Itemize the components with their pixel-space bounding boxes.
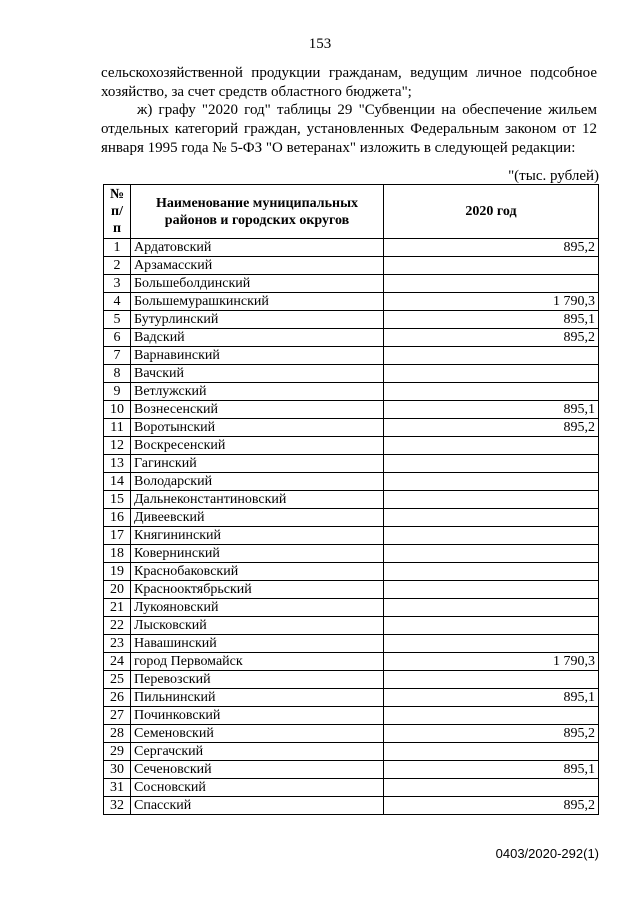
row-number: 4 <box>104 293 131 311</box>
row-name: Воротынский <box>131 419 384 437</box>
row-number: 29 <box>104 743 131 761</box>
row-value <box>384 635 599 653</box>
table-row <box>104 491 599 509</box>
row-number: 32 <box>104 797 131 815</box>
row-number: 22 <box>104 617 131 635</box>
row-name: Починковский <box>131 707 384 725</box>
row-number: 12 <box>104 437 131 455</box>
table-row <box>104 509 599 527</box>
row-value <box>384 581 599 599</box>
row-name: Навашинский <box>131 635 384 653</box>
document-code: 0403/2020-292(1) <box>495 846 599 861</box>
table-row <box>104 761 599 779</box>
row-name: Володарский <box>131 473 384 491</box>
row-name: Бутурлинский <box>131 311 384 329</box>
row-value <box>384 779 599 797</box>
row-value <box>384 509 599 527</box>
row-number: 19 <box>104 563 131 581</box>
row-name: Пильнинский <box>131 689 384 707</box>
table-row <box>104 347 599 365</box>
row-value: 895,2 <box>384 797 599 815</box>
row-value: 895,1 <box>384 689 599 707</box>
row-name: город Первомайск <box>131 653 384 671</box>
table-row <box>104 797 599 815</box>
table-row <box>104 239 599 257</box>
row-name: Ковернинский <box>131 545 384 563</box>
unit-label: "(тыс. рублей) <box>508 168 599 184</box>
row-name: Варнавинский <box>131 347 384 365</box>
table-row <box>104 671 599 689</box>
row-name: Спасский <box>131 797 384 815</box>
row-name: Краснобаковский <box>131 563 384 581</box>
paragraph-continuation: сельскохозяйственной продукции гражданам, ведущим личное подсобное хозяйство, за счет средств областного бюджета"; <box>101 65 597 100</box>
row-value: 895,2 <box>384 329 599 347</box>
row-name: Сосновский <box>131 779 384 797</box>
table-row <box>104 293 599 311</box>
table-row <box>104 527 599 545</box>
row-name: Ветлужский <box>131 383 384 401</box>
row-value <box>384 257 599 275</box>
row-number: 20 <box>104 581 131 599</box>
row-value: 895,2 <box>384 725 599 743</box>
row-number: 7 <box>104 347 131 365</box>
table-row <box>104 419 599 437</box>
row-name: Большеболдинский <box>131 275 384 293</box>
table-row <box>104 617 599 635</box>
row-number: 8 <box>104 365 131 383</box>
row-name: Дивеевский <box>131 509 384 527</box>
row-name: Арзамасский <box>131 257 384 275</box>
row-name: Лысковский <box>131 617 384 635</box>
table-row <box>104 689 599 707</box>
row-number: 13 <box>104 455 131 473</box>
table-row <box>104 779 599 797</box>
table-header-row <box>104 185 599 239</box>
subvention-table <box>103 184 599 815</box>
row-number: 5 <box>104 311 131 329</box>
row-value <box>384 275 599 293</box>
row-number: 3 <box>104 275 131 293</box>
table-row <box>104 545 599 563</box>
row-value <box>384 671 599 689</box>
row-name: Вадский <box>131 329 384 347</box>
table-row <box>104 473 599 491</box>
row-value <box>384 743 599 761</box>
table-row <box>104 635 599 653</box>
table-row <box>104 563 599 581</box>
row-name: Княгининский <box>131 527 384 545</box>
row-number: 23 <box>104 635 131 653</box>
row-name: Семеновский <box>131 725 384 743</box>
row-name: Ардатовский <box>131 239 384 257</box>
row-number: 15 <box>104 491 131 509</box>
row-number: 28 <box>104 725 131 743</box>
row-value <box>384 617 599 635</box>
table-row <box>104 455 599 473</box>
table-row <box>104 257 599 275</box>
row-number: 24 <box>104 653 131 671</box>
row-number: 14 <box>104 473 131 491</box>
table-row <box>104 311 599 329</box>
row-value: 895,1 <box>384 401 599 419</box>
row-number: 21 <box>104 599 131 617</box>
row-number: 2 <box>104 257 131 275</box>
row-value <box>384 563 599 581</box>
row-number: 11 <box>104 419 131 437</box>
table-row <box>104 725 599 743</box>
row-name: Гагинский <box>131 455 384 473</box>
row-number: 27 <box>104 707 131 725</box>
row-number: 10 <box>104 401 131 419</box>
row-name: Сергачский <box>131 743 384 761</box>
table-row <box>104 275 599 293</box>
row-value: 895,1 <box>384 311 599 329</box>
table-row <box>104 383 599 401</box>
row-number: 6 <box>104 329 131 347</box>
row-name: Большемурашкинский <box>131 293 384 311</box>
row-value <box>384 455 599 473</box>
row-name: Перевозский <box>131 671 384 689</box>
row-number: 18 <box>104 545 131 563</box>
table-row <box>104 365 599 383</box>
table-row <box>104 329 599 347</box>
row-value <box>384 383 599 401</box>
row-name: Лукояновский <box>131 599 384 617</box>
row-value <box>384 491 599 509</box>
row-name: Краснооктябрьский <box>131 581 384 599</box>
row-value <box>384 437 599 455</box>
table-row <box>104 437 599 455</box>
row-value <box>384 707 599 725</box>
row-value: 895,1 <box>384 761 599 779</box>
row-number: 30 <box>104 761 131 779</box>
row-number: 1 <box>104 239 131 257</box>
page-number: 153 <box>308 36 332 52</box>
row-value: 895,2 <box>384 239 599 257</box>
row-name: Сеченовский <box>131 761 384 779</box>
row-number: 25 <box>104 671 131 689</box>
row-value <box>384 347 599 365</box>
row-number: 9 <box>104 383 131 401</box>
table-row <box>104 599 599 617</box>
header-year: 2020 год <box>384 185 599 239</box>
row-value: 1 790,3 <box>384 653 599 671</box>
table-row <box>104 653 599 671</box>
row-name: Дальнеконстантиновский <box>131 491 384 509</box>
row-name: Вачский <box>131 365 384 383</box>
row-value: 895,2 <box>384 419 599 437</box>
table-body <box>104 239 599 815</box>
row-value: 1 790,3 <box>384 293 599 311</box>
row-value <box>384 599 599 617</box>
row-value <box>384 473 599 491</box>
row-value <box>384 527 599 545</box>
row-value <box>384 365 599 383</box>
table-row <box>104 401 599 419</box>
table-row <box>104 581 599 599</box>
row-number: 31 <box>104 779 131 797</box>
row-number: 16 <box>104 509 131 527</box>
header-name: Наименование муниципальных районов и городских округов <box>131 185 384 239</box>
row-name: Воскресенский <box>131 437 384 455</box>
row-name: Вознесенский <box>131 401 384 419</box>
paragraph-amendment: ж) графу "2020 год" таблицы 29 "Субвенции на обеспечение жильем отдельных категорий граждан, установленных Федеральным законом от 12 января 1995 года № 5-ФЗ "О ветеранах" изложить в следующей редакции: <box>101 102 597 156</box>
row-value <box>384 545 599 563</box>
row-number: 26 <box>104 689 131 707</box>
table-row <box>104 743 599 761</box>
row-number: 17 <box>104 527 131 545</box>
table-row <box>104 707 599 725</box>
header-num: № п/п <box>104 185 131 239</box>
